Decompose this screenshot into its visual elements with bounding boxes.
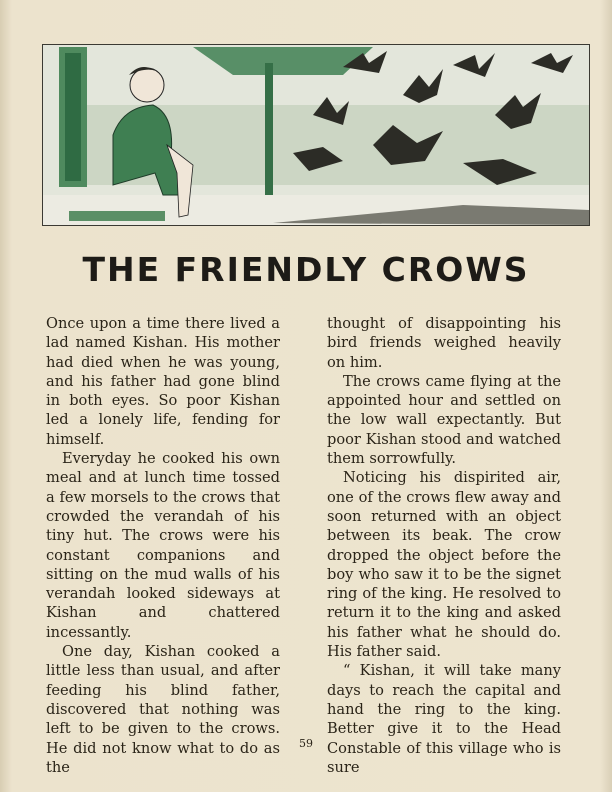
left-column	[46, 314, 280, 777]
paragraph: Everyday he cooked his own meal and at lunch time tossed a few morsels to the crows that crowded the verandah of his tiny hut. The crows were his constant companions and sitting on the mud walls of his verandah looked sideways at Kishan and chattered incessantly.	[46, 450, 280, 641]
page-number: 59	[299, 737, 313, 750]
paragraph: thought of disappointing his bird friends weighed heavily on him.	[327, 315, 561, 371]
paragraph: Once upon a time there lived a lad named Kishan. His mother had died when he was young, and his father had gone blind in both eyes. So poor Kishan led a lonely life, fending for himself.	[46, 315, 280, 448]
paragraph: Noticing his dispirited air, one of the crows flew away and soon returned with an object between its beak. The crow dropped the object before the boy who saw it to be the signet ring of the king. He resolved to return it to the king and asked his father what he should do. His father said.	[327, 469, 561, 661]
paragraph: One day, Kishan cooked a little less than usual, and after feeding his blind father, discovered that nothing was left to be given to the crows. He did not know what to do as the	[46, 643, 280, 776]
paragraph: “ Kishan, it will take many days to reach the capital and hand the ring to the king. Better give it to the Head Constable of this village who is sure	[327, 662, 561, 776]
story-title: THE FRIENDLY CROWS	[82, 250, 530, 289]
right-column	[327, 314, 561, 777]
paragraph: The crows came flying at the appointed hour and settled on the low wall expectantly. But poor Kishan stood and watched them sorrowfully.	[327, 372, 561, 468]
story-illustration	[42, 44, 590, 226]
